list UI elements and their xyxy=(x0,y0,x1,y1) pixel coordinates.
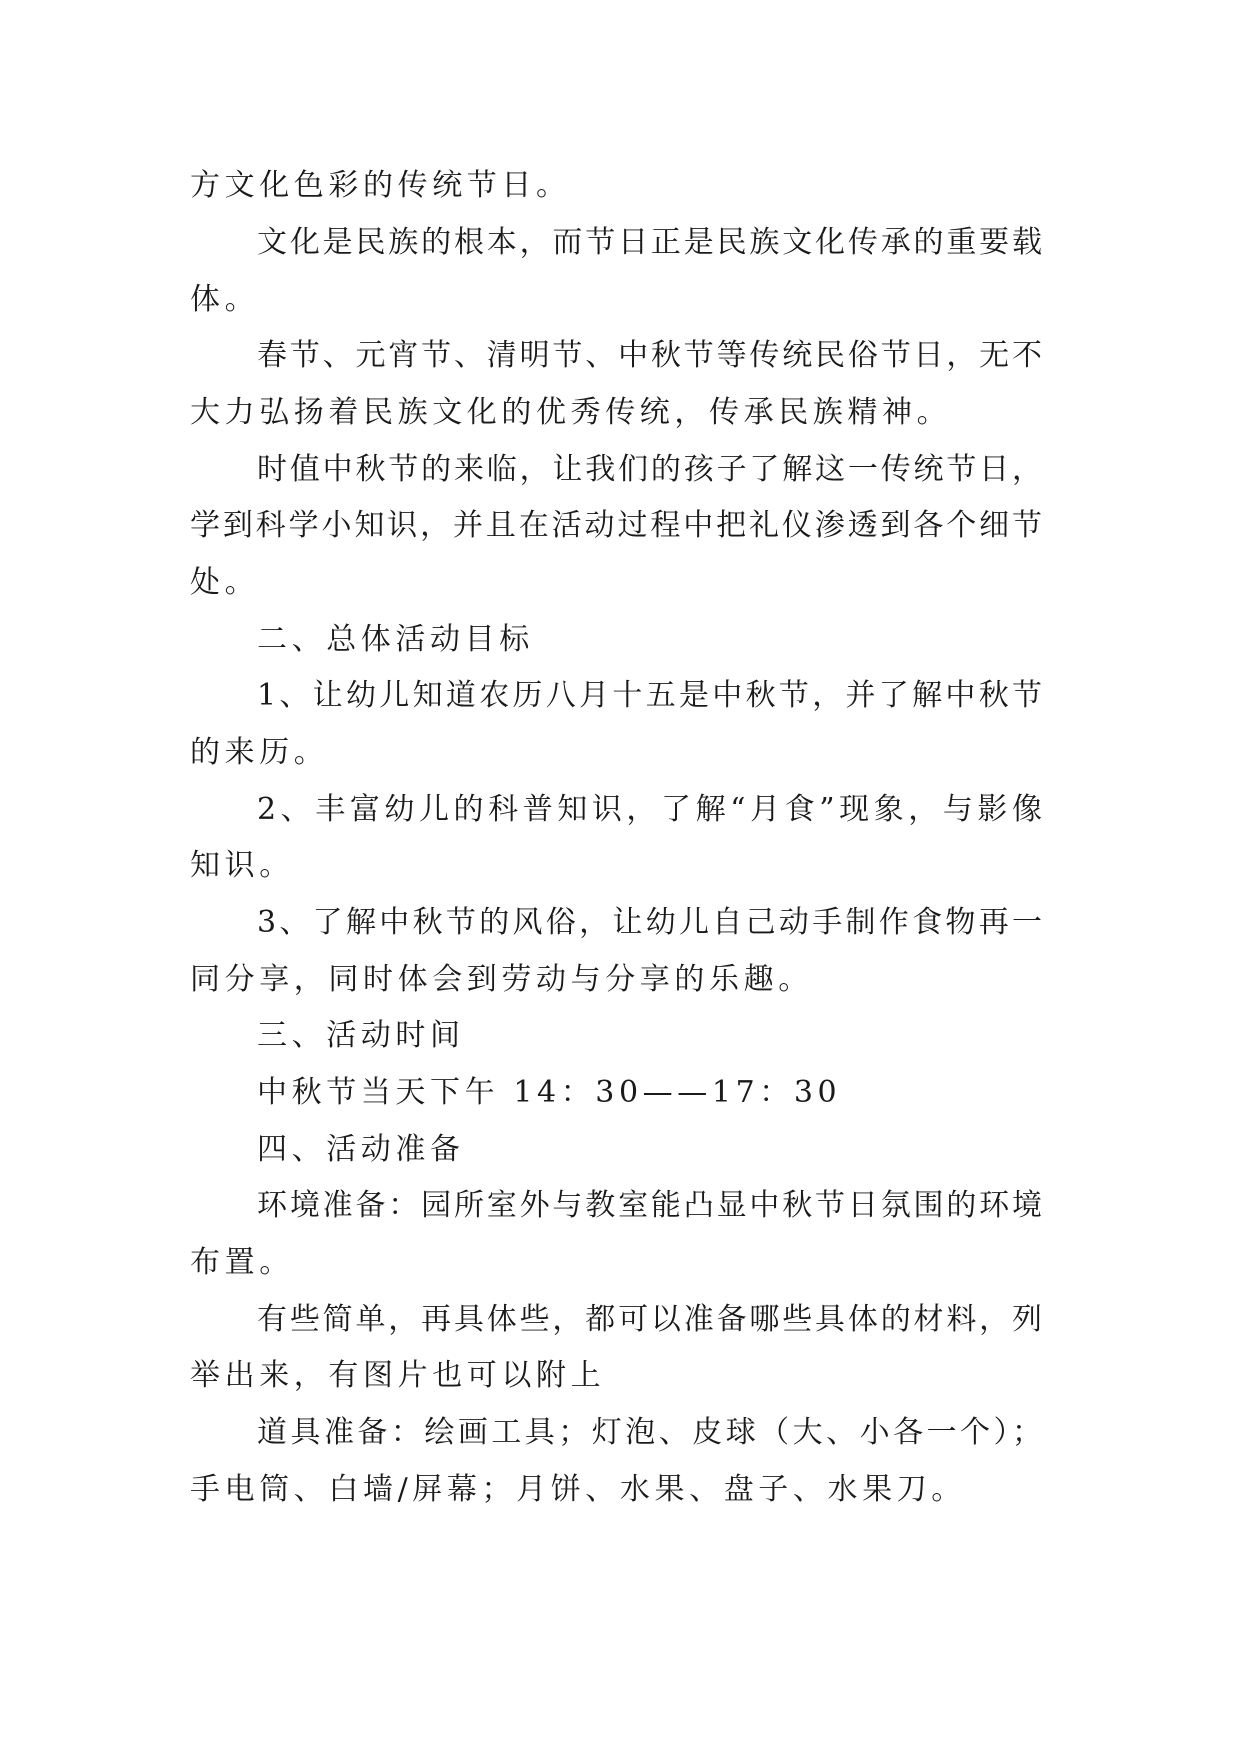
paragraph-line: 布置。 xyxy=(190,1245,294,1280)
paragraph-line: 方文化色彩的传统节日。 xyxy=(190,168,571,203)
list-item-line: 知识。 xyxy=(190,848,294,883)
paragraph-line: 手电筒、白墙/屏幕；月饼、水果、盘子、水果刀。 xyxy=(190,1472,966,1507)
paragraph-line: 时值中秋节的来临，让我们的孩子了解这一传统节日， xyxy=(257,452,1042,487)
paragraph-line: 大力弘扬着民族文化的优秀传统，传承民族精神。 xyxy=(190,395,952,430)
list-item-line: 1、让幼儿知道农历八月十五是中秋节，并了解中秋节 xyxy=(257,678,1042,713)
paragraph-line: 文化是民族的根本，而节日正是民族文化传承的重要载 xyxy=(257,225,1042,260)
list-item-line: 3、了解中秋节的风俗，让幼儿自己动手制作食物再一 xyxy=(257,905,1042,940)
paragraph-line: 道具准备：绘画工具；灯泡、皮球（大、小各一个）； xyxy=(257,1415,1042,1450)
section-heading: 三、活动时间 xyxy=(257,1018,465,1053)
paragraph-line: 处。 xyxy=(190,565,260,600)
section-heading: 四、活动准备 xyxy=(257,1132,465,1167)
paragraph-line: 有些简单，再具体些，都可以准备哪些具体的材料，列 xyxy=(257,1302,1042,1337)
paragraph-line: 举出来，有图片也可以附上 xyxy=(190,1358,606,1393)
list-item-line: 同分享，同时体会到劳动与分享的乐趣。 xyxy=(190,962,813,997)
section-heading: 二、总体活动目标 xyxy=(257,622,534,657)
paragraph-line: 中秋节当天下午 14：30——17：30 xyxy=(257,1075,842,1110)
paragraph-line: 学到科学小知识，并且在活动过程中把礼仪渗透到各个细节 xyxy=(190,508,1042,543)
paragraph-line: 体。 xyxy=(190,282,260,317)
list-item-line: 2、丰富幼儿的科普知识，了解“月食”现象，与影像 xyxy=(257,792,1042,827)
paragraph-line: 春节、元宵节、清明节、中秋节等传统民俗节日，无不 xyxy=(257,338,1042,373)
paragraph-line: 环境准备：园所室外与教室能凸显中秋节日氛围的环境 xyxy=(257,1188,1042,1223)
list-item-line: 的来历。 xyxy=(190,735,329,770)
